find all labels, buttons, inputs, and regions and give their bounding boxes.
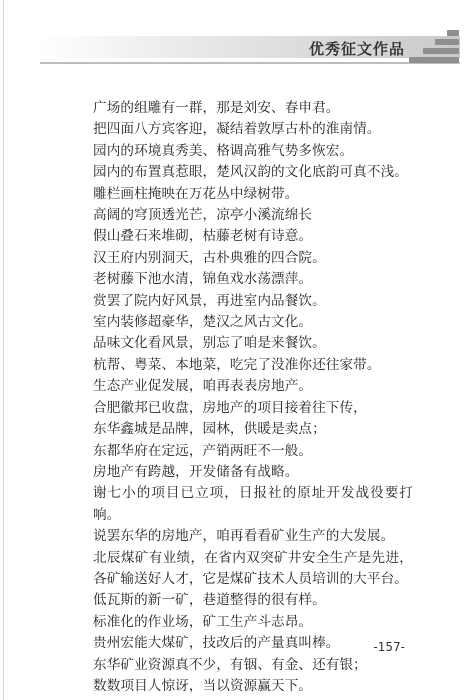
poem-line: 谢七小的项目已立项，日报社的原址开发战役要打响。 xyxy=(93,485,413,523)
poem-line: 数数项目人惊讶，当以资源赢天下。 xyxy=(93,677,313,694)
poem-line: 品味文化看风景，别忘了咱是来餐饮。 xyxy=(93,335,326,352)
poem-line: 汉王府内别洞天，古朴典雅的四合院。 xyxy=(93,249,326,266)
poem-line: 标准化的作业场，矿工生产斗志昂。 xyxy=(93,613,313,630)
stair-step-ornament-icon xyxy=(407,30,459,64)
header-rule xyxy=(40,62,460,64)
poem-line: 雕栏画柱掩映在万花丛中绿树带。 xyxy=(93,185,299,202)
poem-line: 赏罢了院内好风景，再进室内品餐饮。 xyxy=(93,292,326,309)
poem-line: 把四面八方宾客迎，凝结着敦厚古朴的淮南情。 xyxy=(93,121,381,138)
section-title: 优秀征文作品 xyxy=(308,40,405,58)
poem-line: 杭帮、粤菜、本地菜，吃完了没准你还往家带。 xyxy=(93,356,381,373)
poem-line: 东华鑫城是品牌，园林，供暖是卖点； xyxy=(93,421,326,438)
poem-line: 说罢东华的房地产，咱再看看矿业生产的大发展。 xyxy=(93,528,395,545)
poem-line: 室内装修超豪华，楚汉之风古文化。 xyxy=(93,314,313,331)
poem-line: 贵州宏能大煤矿，技改后的产量真叫棒。 xyxy=(93,635,340,652)
poem-line: 生态产业促发展，咱再表表房地产。 xyxy=(93,378,313,395)
poem-line: 老树藤下池水清，锦鱼戏水荡漂萍。 xyxy=(93,271,313,288)
page-edge xyxy=(3,0,4,700)
poem-line: 园内的环境真秀美、格调高雅气势多恢宏。 xyxy=(93,142,354,159)
running-header xyxy=(0,26,467,72)
poem-line: 假山叠石来堆砌，枯藤老树有诗意。 xyxy=(93,228,313,245)
poem-line: 低瓦斯的新一矿，巷道整得的很有样。 xyxy=(93,592,326,609)
page-number: -157- xyxy=(373,640,405,654)
poem-line: 北辰煤矿有业绩，在省内双突矿井安全生产是先进，各矿输送好人才，它是煤矿技术人员培训的大平台。 xyxy=(93,549,413,587)
poem-line: 东都华府在定远，产销两旺不一般。 xyxy=(93,442,313,459)
poem-line: 合肥徽邦已收盘，房地产的项目接着往下传， xyxy=(93,399,367,416)
poem-line: 东华矿业资源真不少，有铟、有金、还有银； xyxy=(93,656,367,673)
poem-body xyxy=(93,98,413,697)
poem-line: 房地产有跨越，开发储备有战略。 xyxy=(93,463,299,480)
poem-line: 广场的组雕有一群，那是刘安、春申君。 xyxy=(93,100,340,116)
poem-line: 园内的布置真惹眼，楚风汉韵的文化底韵可真不浅。 xyxy=(93,164,408,181)
poem-line: 高阔的穹顶透光芒，凉亭小溪流绵长 xyxy=(93,207,313,224)
